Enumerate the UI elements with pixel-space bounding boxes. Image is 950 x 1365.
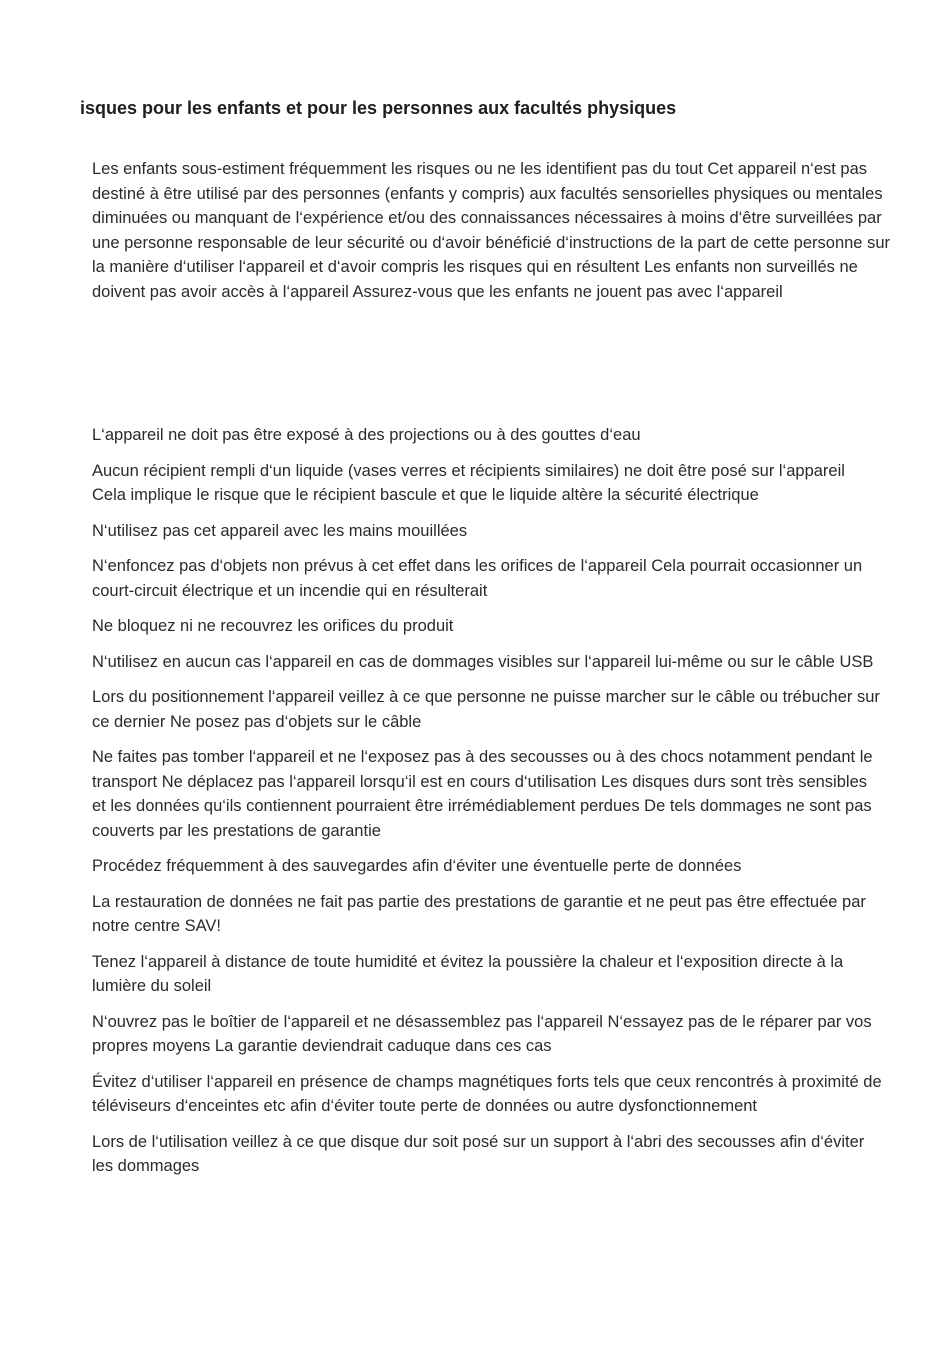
instruction-item: Tenez l‘appareil à distance de toute humidité et évitez la poussière la chaleur et l‘exposition directe à la lumière du soleil xyxy=(92,952,844,995)
safety-instructions-list xyxy=(92,423,882,1190)
instruction-item: N‘enfoncez pas d‘objets non prévus à cet effet dans les orifices de l‘appareil Cela pourrait occasionner un court-circuit électrique et un incendie qui en résulterait xyxy=(92,557,863,600)
instruction-item: Ne faites pas tomber l‘appareil et ne l‘exposez pas à des secousses ou à des chocs notamment pendant le transport Ne déplacez pas l‘appareil lorsqu‘il est en cours d‘utilisation Les disques durs sont très sensibles et les données qu‘ils contiennent pourraient être irrémédiablement perdues De tels dommages ne sont pas couverts par les prestations de garantie xyxy=(92,748,873,840)
instruction-item: Lors du positionnement l‘appareil veillez à ce que personne ne puisse marcher sur le câble ou trébucher sur ce dernier Ne posez pas d‘objets sur le câble xyxy=(92,688,880,731)
instruction-item: N‘utilisez pas cet appareil avec les mains mouillées xyxy=(92,521,468,540)
section-heading: isques pour les enfants et pour les personnes aux facultés physiques xyxy=(80,98,677,118)
instruction-item: Évitez d‘utiliser l‘appareil en présence de champs magnétiques forts tels que ceux rencontrés à proximité de téléviseurs d‘enceintes etc afin d‘éviter toute perte de données ou autre dysfonctionnement xyxy=(92,1072,882,1115)
instruction-item: N‘utilisez en aucun cas l‘appareil en cas de dommages visibles sur l‘appareil lui-même ou sur le câble USB xyxy=(92,652,874,671)
instruction-item: Aucun récipient rempli d‘un liquide (vases verres et récipients similaires) ne doit être posé sur l‘appareil Cela implique le risque que le récipient bascule et que le liquide altère la sécurité électrique xyxy=(92,461,845,504)
instruction-item: La restauration de données ne fait pas partie des prestations de garantie et ne peut pas être effectuée par notre centre SAV! xyxy=(92,892,866,935)
intro-paragraph: Les enfants sous-estiment fréquemment les risques ou ne les identifient pas du tout Cet appareil n‘est pas destiné à être utilisé par des personnes (enfants y compris) aux facultés sensorielles physiques ou mentales diminuées ou manquant de l‘expérience et/ou des connaissances nécessaires à moins d‘être surveillées par une personne responsable de leur sécurité ou d‘avoir bénéficié d‘instructions de la part de cette personne sur la manière d‘utiliser l‘appareil et d‘avoir compris les risques qui en résultent Les enfants non surveillés ne doivent pas avoir accès à l‘appareil Assurez-vous que les enfants ne jouent pas avec l‘appareil xyxy=(92,160,890,301)
instruction-item: Lors de l‘utilisation veillez à ce que disque dur soit posé sur un support à l‘abri des secousses afin d‘éviter les dommages xyxy=(92,1132,865,1175)
instruction-item: N‘ouvrez pas le boîtier de l‘appareil et ne désassemblez pas l‘appareil N‘essayez pas de le réparer par vos propres moyens La garantie deviendrait caduque dans ces cas xyxy=(92,1012,872,1055)
instruction-item: L‘appareil ne doit pas être exposé à des projections ou à des gouttes d‘eau xyxy=(92,426,641,444)
instruction-item: Procédez fréquemment à des sauvegardes afin d‘éviter une éventuelle perte de données xyxy=(92,857,742,875)
instruction-item: Ne bloquez ni ne recouvrez les orifices du produit xyxy=(92,617,454,635)
